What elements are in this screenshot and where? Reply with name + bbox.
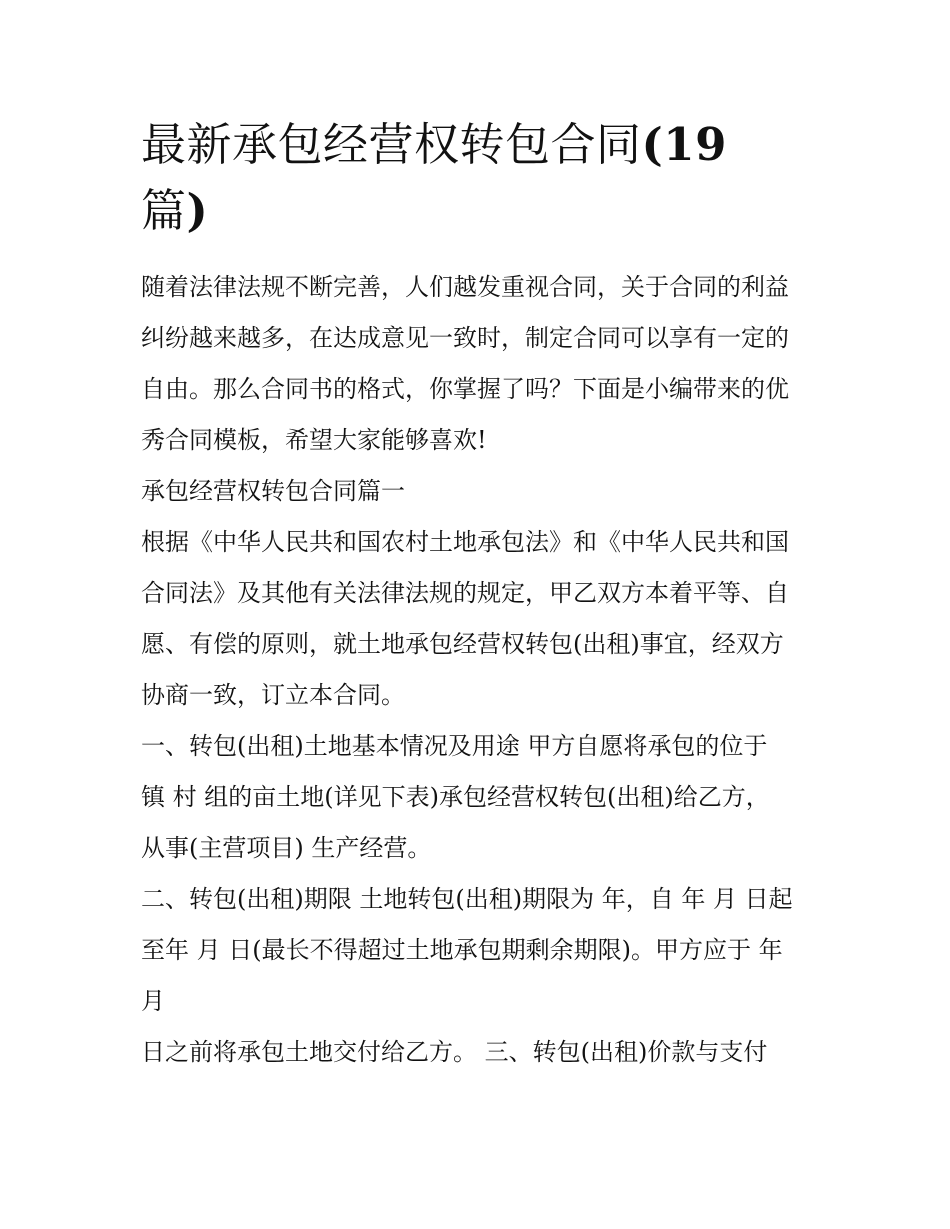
- section-heading: 承包经营权转包合同篇一: [141, 477, 405, 505]
- text-line: 月: [141, 987, 165, 1015]
- text-line: 从事(主营项目) 生产经营。: [141, 834, 432, 862]
- text-line: 至年 月 日(最长不得超过土地承包期剩余期限)。甲方应于 年: [141, 936, 783, 964]
- text-line: 秀合同模板，希望大家能够喜欢!: [141, 426, 487, 454]
- title-close-paren: ): [186, 184, 209, 237]
- text-line: 自由。那么合同书的格式，你掌握了吗？下面是小编带来的优: [141, 375, 789, 403]
- text-line: 纠纷越来越多，在达成意见一致时，制定合同可以享有一定的: [141, 324, 789, 352]
- text-line: 日之前将承包土地交付给乙方。 三、转包(出租)价款与支付: [141, 1038, 768, 1066]
- title-text: 最新承包经营权转包合同: [141, 118, 642, 171]
- title-count: (19: [641, 118, 727, 171]
- text-line: 根据《中华人民共和国农村土地承包法》和《中华人民共和国: [141, 528, 789, 556]
- text-line: 协商一致，订立本合同。: [141, 681, 405, 709]
- text-line: 镇 村 组的亩土地(详见下表)承包经营权转包(出租)给乙方，: [141, 783, 770, 811]
- text-line: 二、转包(出租)期限 土地转包(出租)期限为 年，自 年 月 日起: [141, 885, 793, 913]
- document-page: [141, 112, 821, 1078]
- document-title: [141, 112, 821, 244]
- text-line: 愿、有偿的原则，就土地承包经营权转包(出租)事宜，经双方: [141, 630, 784, 658]
- document-body: [141, 262, 821, 1078]
- text-line: 一、转包(出租)土地基本情况及用途 甲方自愿将承包的位于: [141, 732, 768, 760]
- text-line: 合同法》及其他有关法律法规的规定，甲乙双方本着平等、自: [141, 579, 789, 607]
- text-line: 随着法律法规不断完善，人们越发重视合同，关于合同的利益: [141, 273, 789, 301]
- title-text-2: 篇: [141, 184, 187, 237]
